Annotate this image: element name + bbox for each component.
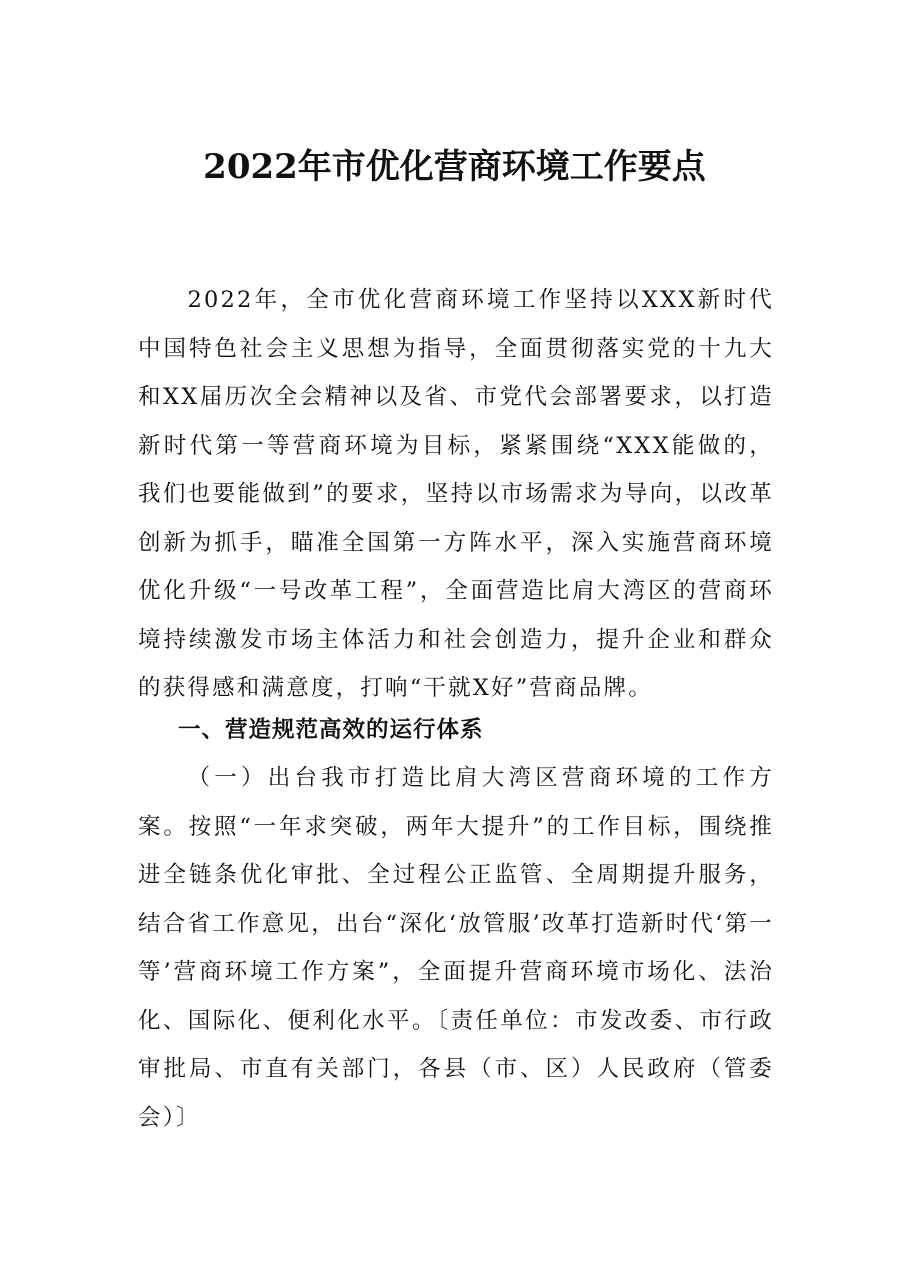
section-heading-1: 一、营造规范高效的运行体系 [178,717,484,743]
section-1-paragraph-block [138,754,774,1142]
intro-paragraph: 2022年，全市优化营商环境工作坚持以XXX新时代中国特色社会主义思想为指导，全面贯彻落实党的十九大和XX届历次全会精神以及省、市党代会部署要求，以打造新时代第一等营商环境为目标，紧紧围绕“XXX能做的，我们也要能做到”的要求，坚持以市场需求为导向，以改革创新为抓手，瞄准全国第一方阵水平，深入实施营商环境优化升级“一号改革工程”，全面营造比肩大湾区的营商环境持续激发市场主体活力和社会创造力，提升企业和群众的获得感和满意度，打响“干就X好”营商品牌。 [138,287,774,701]
intro-paragraph-block [138,276,774,713]
document-title: 2022年市优化营商环境工作要点 [203,147,706,187]
section-1-paragraph: （一）出台我市打造比肩大湾区营商环境的工作方案。按照“一年求突破，两年大提升”的工作目标，围绕推进全链条优化审批、全过程公正监管、全周期提升服务，结合省工作意见，出台“深化‘放管服’改革打造新时代‘第一等’营商环境工作方案”，全面提升营商环境市场化、法治化、国际化、便利化水平。〔责任单位：市发改委、市行政审批局、市直有关部门，各县（市、区）人民政府（管委会）〕 [138,765,774,1131]
